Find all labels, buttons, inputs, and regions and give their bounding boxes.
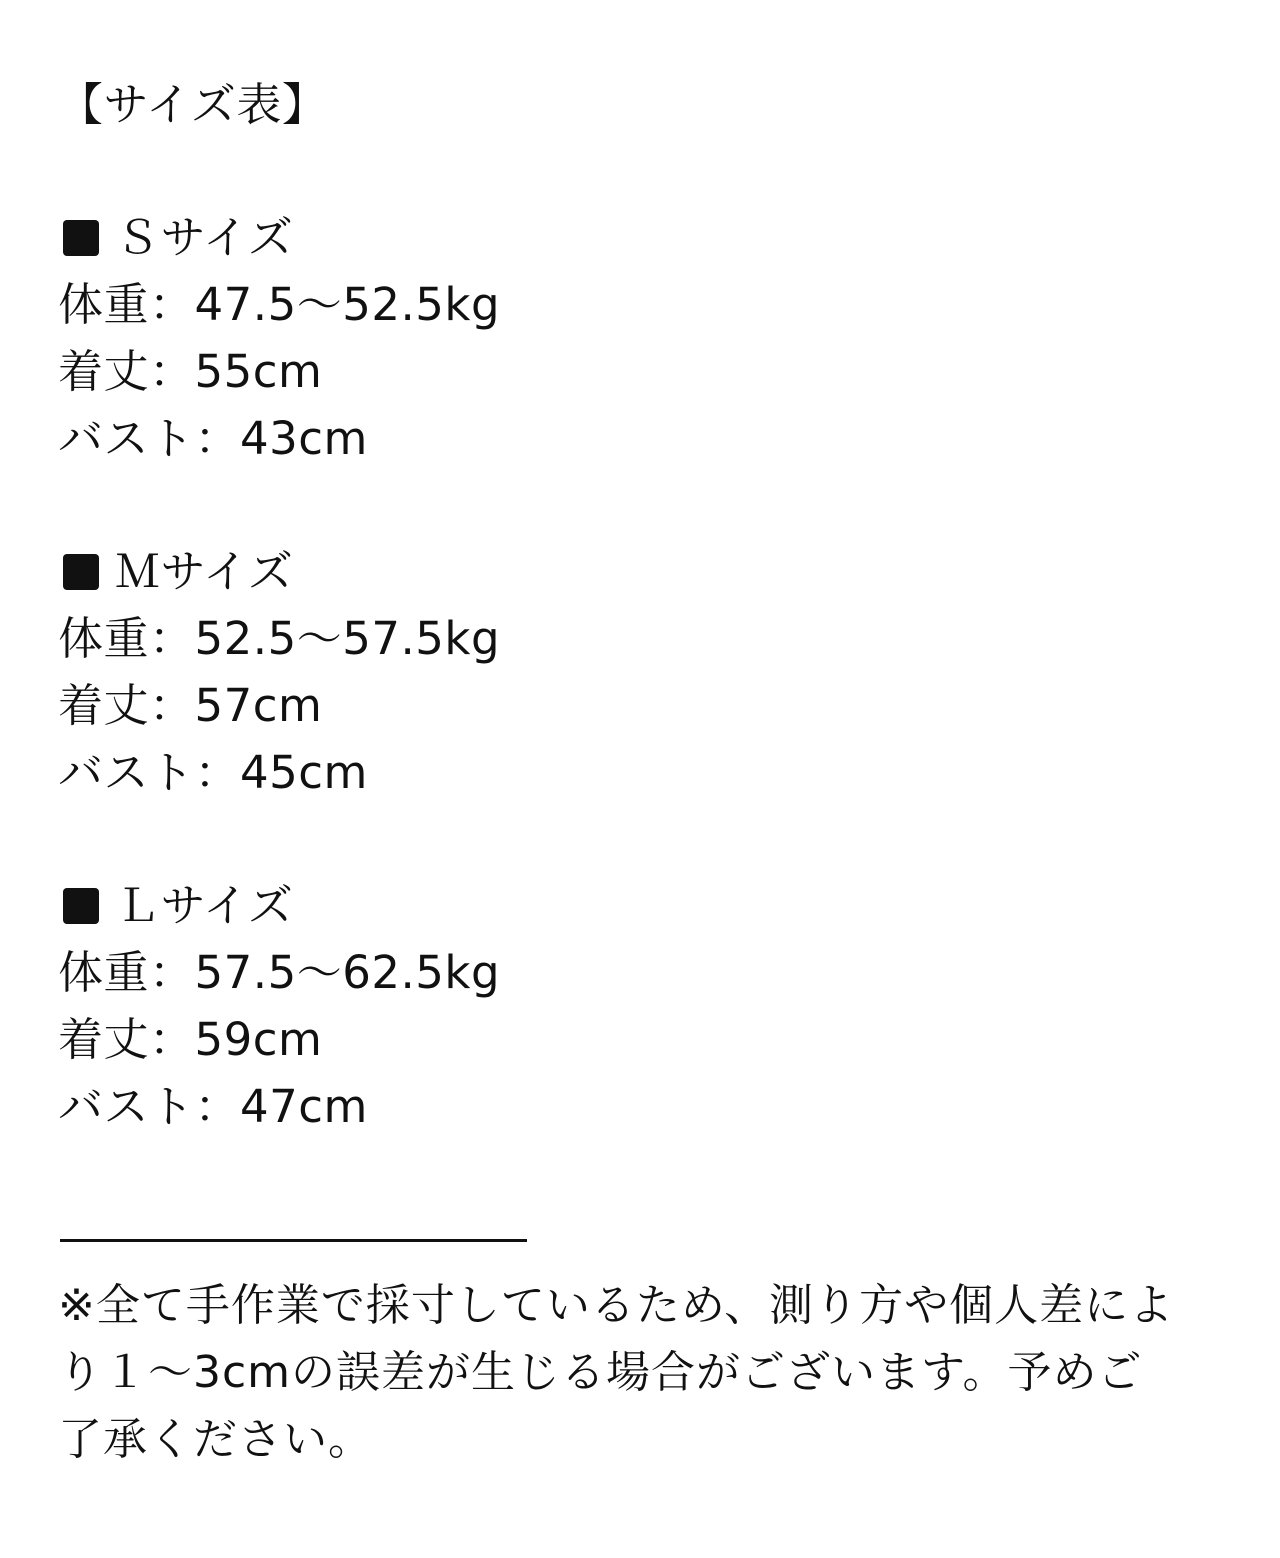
size-heading-label: Ｓサイズ — [115, 211, 294, 264]
note-line-2: り１～3cmの誤差が生じる場合がございます。予めご — [58, 1347, 1143, 1398]
size-l-weight: 体重：57.5～62.5kg — [58, 946, 501, 999]
size-s-length: 着丈：55cm — [58, 345, 323, 398]
divider-line — [60, 1239, 527, 1242]
size-heading-m — [58, 542, 293, 602]
size-l-bust: バスト：47cm — [58, 1080, 368, 1133]
black-square-icon — [63, 888, 99, 924]
size-m-length: 着丈：57cm — [58, 679, 323, 732]
size-m-weight: 体重：52.5～57.5kg — [58, 612, 501, 665]
size-m-bust: バスト：45cm — [58, 746, 368, 799]
size-s-bust: バスト：43cm — [58, 412, 368, 465]
note-line-3: 了承ください。 — [58, 1414, 373, 1465]
size-l-length: 着丈：59cm — [58, 1013, 323, 1066]
page-title: 【サイズ表】 — [58, 78, 328, 131]
size-heading-s — [58, 208, 293, 268]
size-heading-l — [58, 876, 293, 936]
note-line-1: ※全て手作業で採寸しているため、測り方や個人差によ — [58, 1280, 1175, 1331]
black-square-icon — [63, 554, 99, 590]
size-heading-label: Ｍサイズ — [115, 545, 294, 598]
size-heading-label: Ｌサイズ — [115, 879, 294, 932]
black-square-icon — [63, 220, 99, 256]
size-s-weight: 体重：47.5～52.5kg — [58, 278, 501, 331]
